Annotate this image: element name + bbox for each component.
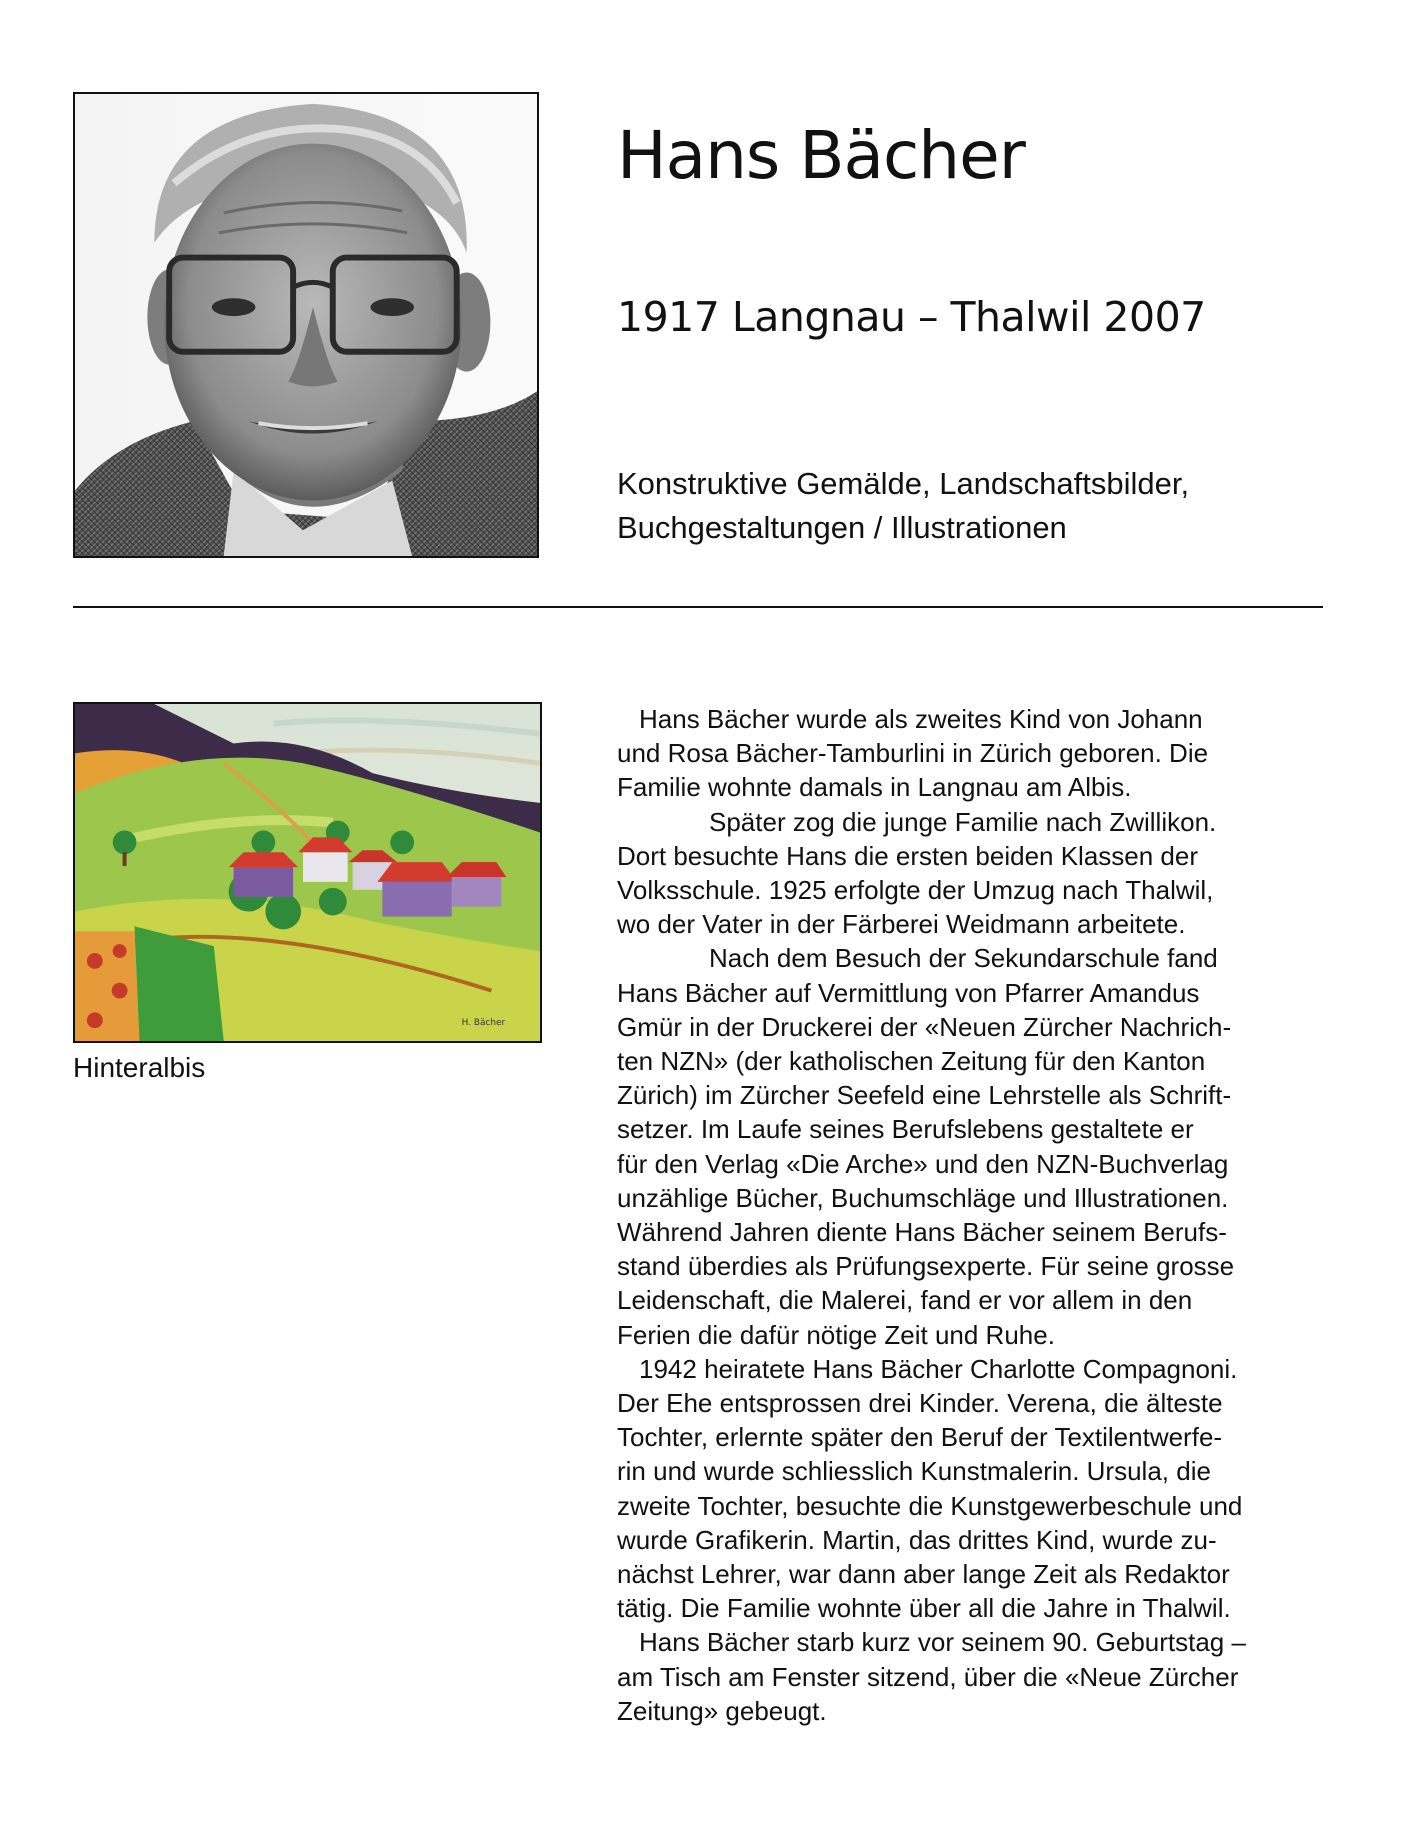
biography-line: wurde Grafikerin. Martin, das drittes Kind, wurde zu- <box>617 1524 1217 1555</box>
biography-line: Der Ehe entsprossen drei Kinder. Verena, die älteste <box>617 1388 1223 1419</box>
biography-line: rin und wurde schliesslich Kunstmalerin. Ursula, die <box>617 1456 1211 1487</box>
divider <box>73 606 1323 608</box>
person-name: Hans Bächer <box>617 117 1025 194</box>
biography-line: Leidenschaft, die Malerei, fand er vor allem in den <box>617 1285 1193 1316</box>
portrait-photo <box>73 92 539 558</box>
svg-text:H. Bächer: H. Bächer <box>461 1018 506 1029</box>
biography-line: ten NZN» (der katholischen Zeitung für den Kanton <box>617 1046 1206 1077</box>
biography-line: und Rosa Bächer-Tamburlini in Zürich geboren. Die <box>617 738 1209 769</box>
biography-line: Hans Bächer starb kurz vor seinem 90. Geburtstag – <box>639 1627 1246 1658</box>
biography-line: zweite Tochter, besuchte die Kunstgewerbeschule und <box>617 1490 1243 1521</box>
work-fields-line: Buchgestaltungen / Illustrationen <box>617 510 1067 545</box>
landscape-painting <box>73 702 542 1043</box>
painting-caption: Hinteralbis <box>73 1052 206 1083</box>
biography-line: Später zog die junge Familie nach Zwillikon. <box>709 806 1217 837</box>
biography-line: nächst Lehrer, war dann aber lange Zeit als Redaktor <box>617 1559 1230 1590</box>
biography-line: Während Jahren diente Hans Bächer seinem Berufs- <box>617 1217 1227 1248</box>
biography-line: Tochter, erlernte später den Beruf der Textilentwerfe- <box>617 1422 1223 1453</box>
biography-line: wo der Vater in der Färberei Weidmann arbeitete. <box>617 909 1186 940</box>
work-fields-line: Konstruktive Gemälde, Landschaftsbilder, <box>617 466 1190 501</box>
biography-line: Zürich) im Zürcher Seefeld eine Lehrstelle als Schrift- <box>617 1080 1232 1111</box>
biography-line: stand überdies als Prüfungsexperte. Für seine grosse <box>617 1251 1235 1282</box>
biography-line: Nach dem Besuch der Sekundarschule fand <box>709 943 1218 974</box>
biography-line: 1942 heiratete Hans Bächer Charlotte Compagnoni. <box>639 1353 1238 1384</box>
biography-line: setzer. Im Laufe seines Berufslebens gestaltete er <box>617 1114 1194 1145</box>
life-dates: 1917 Langnau – Thalwil 2007 <box>617 293 1206 341</box>
biography-line: Familie wohnte damals in Langnau am Albis. <box>617 772 1132 803</box>
biography-line: unzählige Bücher, Buchumschläge und Illustrationen. <box>617 1182 1229 1213</box>
biography-line: Dort besuchte Hans die ersten beiden Klassen der <box>617 840 1199 871</box>
biography-line: Hans Bächer auf Vermittlung von Pfarrer Amandus <box>617 977 1200 1008</box>
biography-text <box>617 702 1307 1728</box>
work-fields <box>617 462 1189 550</box>
biography-line: Zeitung» gebeugt. <box>617 1695 827 1726</box>
biography-line: Ferien die dafür nötige Zeit und Ruhe. <box>617 1319 1055 1350</box>
biography-line: tätig. Die Familie wohnte über all die Jahre in Thalwil. <box>617 1593 1231 1624</box>
biography-line: für den Verlag «Die Arche» und den NZN-Buchverlag <box>617 1148 1229 1179</box>
biography-line: am Tisch am Fenster sitzend, über die «Neue Zürcher <box>617 1661 1239 1692</box>
biography-line: Hans Bächer wurde als zweites Kind von Johann <box>639 704 1203 734</box>
biography-line: Volksschule. 1925 erfolgte der Umzug nach Thalwil, <box>617 875 1214 906</box>
biography-line: Gmür in der Druckerei der «Neuen Zürcher Nachrich- <box>617 1011 1232 1042</box>
